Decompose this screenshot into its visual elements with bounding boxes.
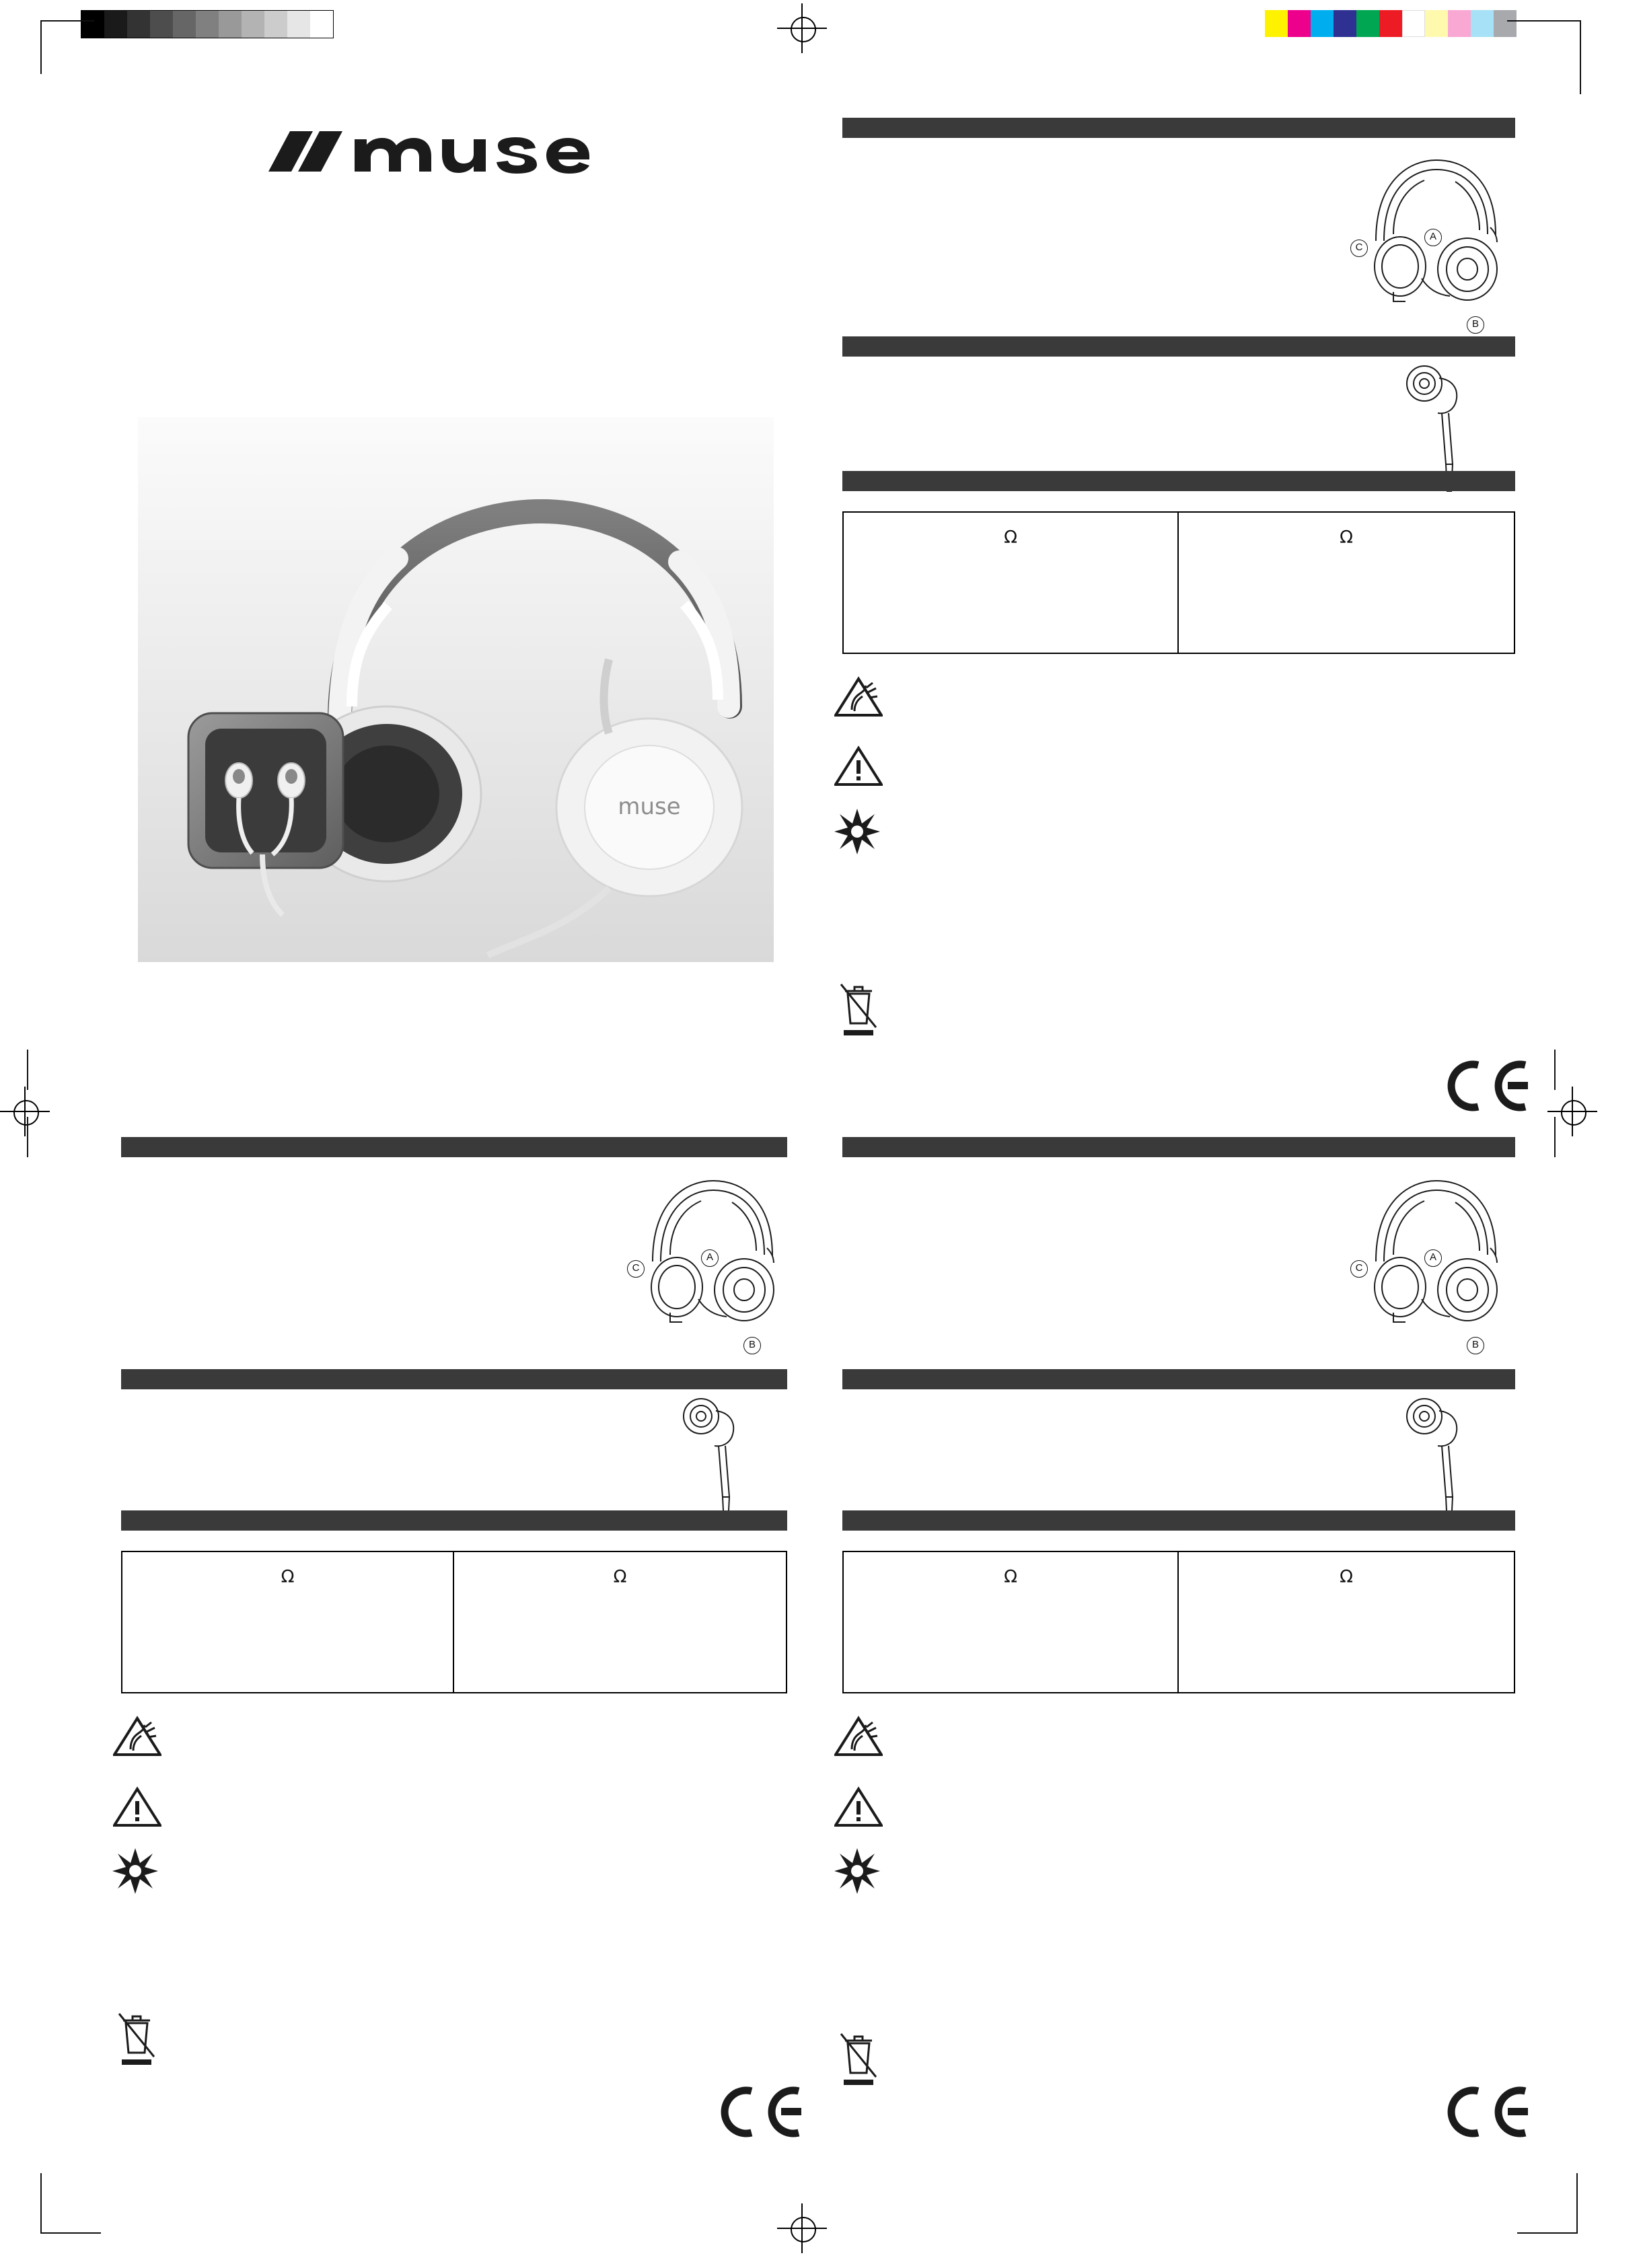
crop-corner-top-right (1507, 20, 1581, 94)
panel-3-callout-b: B (1467, 1337, 1484, 1354)
panel-1-headphone-spec-column (844, 513, 1179, 653)
panel-3-headphone-spec-column (844, 1552, 1179, 1692)
impedance-symbol: Ω (1340, 1567, 1353, 1587)
impedance-symbol: Ω (1004, 1567, 1017, 1587)
panel-1-headphone-section-bar (842, 118, 1515, 138)
panel-2-headphone-spec-column (122, 1552, 454, 1692)
panel-1-specification-table (842, 511, 1515, 654)
panel-2-callout-b: B (743, 1337, 761, 1354)
panel-1-callout-a: A (1424, 229, 1442, 246)
panel-1-general-warning-icon (834, 745, 883, 787)
panel-1-specifications-section-bar (842, 471, 1515, 491)
registration-target-left (0, 1087, 50, 1136)
fold-line-vertical-left (27, 1050, 28, 1090)
panel-1-attention-burst-icon (833, 807, 881, 856)
panel-2-hearing-damage-warning-icon (113, 1716, 161, 1757)
crop-corner-bottom-left (40, 2173, 101, 2234)
product-photo (138, 417, 774, 962)
panel-2-crossed-out-wheelie-bin-icon (111, 2008, 162, 2069)
process-color-bar (1265, 10, 1517, 37)
brand-logo (266, 124, 649, 188)
crop-corner-bottom-right (1517, 2173, 1578, 2234)
panel-3-callout-c: C (1350, 1260, 1368, 1278)
panel-3-specification-table (842, 1551, 1515, 1693)
panel-2-headphone-line-drawing (612, 1167, 801, 1329)
fold-line-vertical-right-2 (1554, 1117, 1556, 1157)
panel-1-callout-b: B (1467, 316, 1484, 334)
panel-2-specifications-section-bar (121, 1510, 787, 1531)
impedance-symbol: Ω (281, 1567, 295, 1587)
impedance-symbol: Ω (613, 1567, 627, 1587)
panel-3-crossed-out-wheelie-bin-icon (833, 2028, 884, 2089)
crop-corner-top-left (40, 20, 94, 74)
panel-3-specifications-section-bar (842, 1510, 1515, 1531)
panel-2-earphone-section-bar (121, 1369, 787, 1389)
registration-target-top (777, 3, 827, 53)
panel-2-ce-mark (710, 2086, 804, 2138)
panel-3-headphone-line-drawing (1336, 1167, 1524, 1329)
panel-2-attention-burst-icon (111, 1847, 159, 1895)
panel-1-hearing-damage-warning-icon (834, 676, 883, 718)
panel-2-general-warning-icon (113, 1786, 161, 1828)
panel-3-earphone-spec-column (1179, 1552, 1514, 1692)
fold-line-vertical-left-2 (27, 1117, 28, 1157)
panel-1-crossed-out-wheelie-bin-icon (833, 979, 884, 1039)
panel-3-earphone-section-bar (842, 1369, 1515, 1389)
impedance-symbol: Ω (1004, 527, 1017, 548)
fold-line-vertical-right (1554, 1050, 1556, 1090)
panel-1-earphone-section-bar (842, 336, 1515, 357)
panel-1-headphone-line-drawing (1336, 147, 1524, 308)
panel-1-callout-c: C (1350, 240, 1368, 257)
panel-1-earphone-spec-column (1179, 513, 1514, 653)
panel-2-callout-a: A (701, 1249, 719, 1267)
panel-2-earphone-spec-column (454, 1552, 786, 1692)
panel-2-headphone-section-bar (121, 1137, 787, 1157)
registration-target-bottom (777, 2203, 827, 2253)
svg-text:muse: muse (618, 793, 681, 820)
panel-3-general-warning-icon (834, 1786, 883, 1828)
panel-3-hearing-damage-warning-icon (834, 1716, 883, 1757)
panel-3-ce-mark (1436, 2086, 1531, 2138)
panel-3-attention-burst-icon (833, 1847, 881, 1895)
panel-2-callout-c: C (627, 1260, 645, 1278)
grayscale-step-wedge (81, 10, 334, 38)
panel-3-callout-a: A (1424, 1249, 1442, 1267)
impedance-symbol: Ω (1340, 527, 1353, 548)
panel-3-headphone-section-bar (842, 1137, 1515, 1157)
panel-2-specification-table (121, 1551, 787, 1693)
panel-1-ce-mark (1436, 1060, 1531, 1112)
